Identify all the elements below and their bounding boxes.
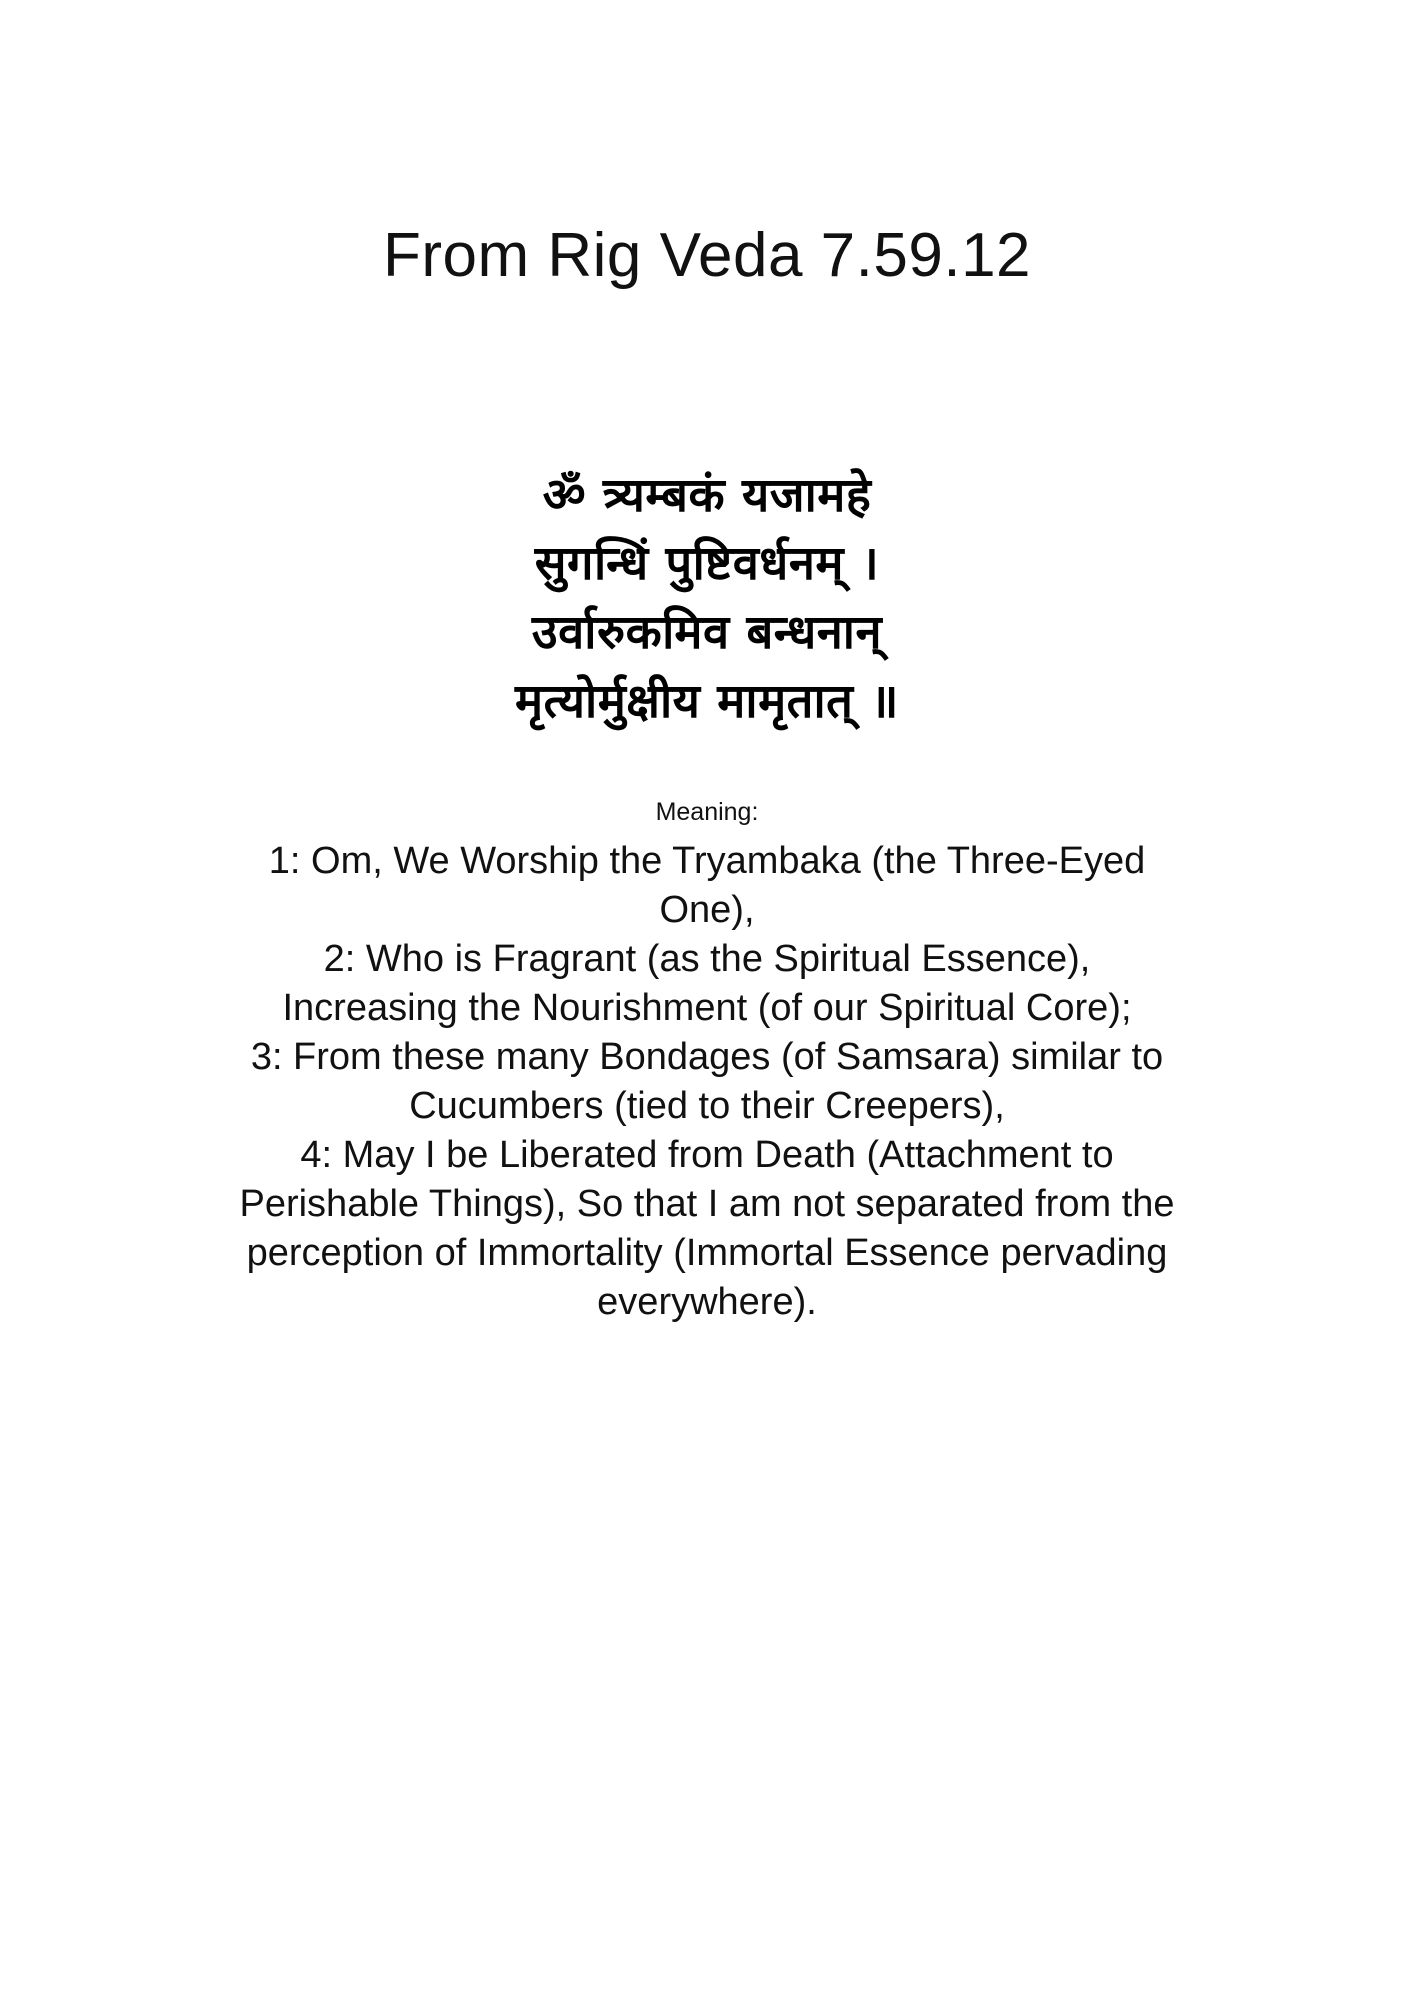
page-title: From Rig Veda 7.59.12 (382, 221, 1032, 290)
meaning-line: Increasing the Nourishment (of our Spiritual Core); (282, 987, 1132, 1030)
meaning-line: 3: From these many Bondages (of Samsara) similar to (250, 1036, 1164, 1079)
meaning-line: everywhere). (597, 1281, 817, 1324)
meaning-line: Cucumbers (tied to their Creepers), (409, 1085, 1005, 1128)
mantra-verse (515, 462, 899, 736)
meaning-text (147, 837, 1267, 1327)
meaning-line: One), (659, 889, 755, 932)
mantra-line: मृत्योर्मुक्षीय मामृतात् ॥ (515, 673, 899, 729)
mantra-line: ॐ त्र्यम्बकं यजामहे (542, 467, 872, 523)
meaning-line: Perishable Things), So that I am not separated from the (239, 1183, 1175, 1226)
meaning-line: 1: Om, We Worship the Tryambaka (the Three-Eyed (268, 840, 1146, 883)
mantra-line: सुगन्धिं पुष्टिवर्धनम् । (534, 536, 880, 592)
meaning-line: 4: May I be Liberated from Death (Attachment to (300, 1134, 1114, 1177)
meaning-line: 2: Who is Fragrant (as the Spiritual Essence), (323, 938, 1091, 981)
meaning-line: perception of Immortality (Immortal Essence pervading (246, 1232, 1168, 1275)
mantra-line: उर्वारुकमिव बन्धनान् (531, 604, 883, 660)
meaning-label: Meaning: (655, 798, 759, 827)
